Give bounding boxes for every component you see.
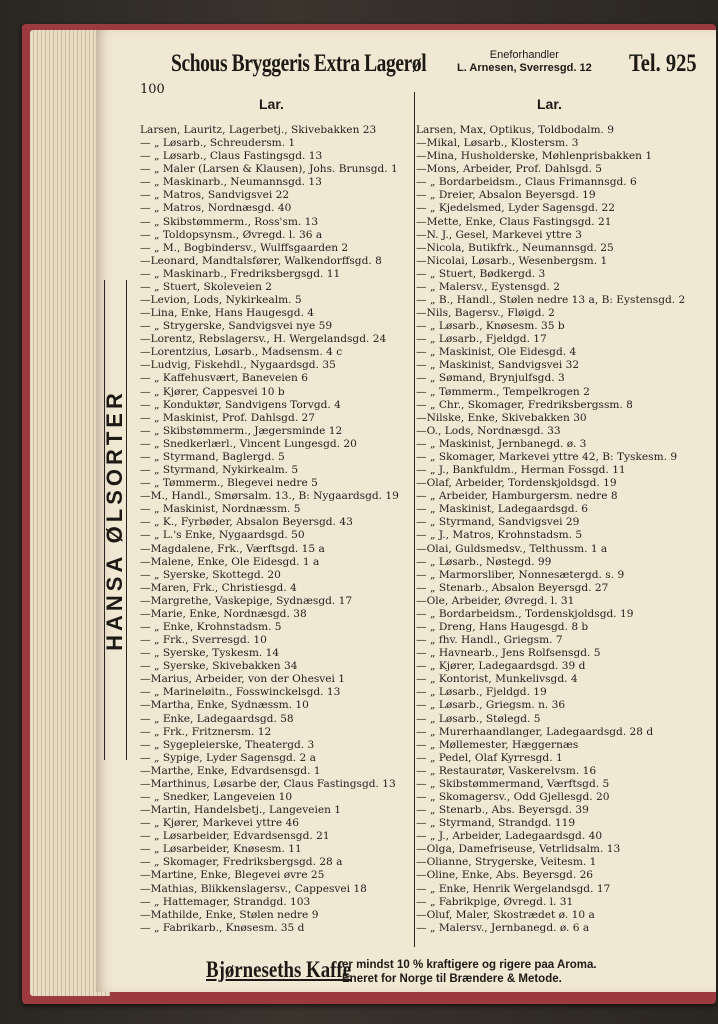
directory-entry: — „ Sypige, Lyder Sagensgd. 2 a: [140, 751, 316, 764]
directory-entry: — „ Tømmerm., Tempelkrogen 2: [416, 385, 590, 398]
directory-entry: — „ Kjører, Cappesvei 10 b: [140, 385, 285, 398]
directory-entry: — „ Maskinist, Prof. Dahlsgd. 27: [140, 411, 315, 424]
directory-entry: — „ Styrmand, Strandgd. 119: [416, 817, 576, 830]
directory-entry: —Lina, Enke, Hans Haugesgd. 4: [140, 307, 314, 320]
directory-entry: — „ J., Arbeider, Ladegaardsgd. 40: [416, 830, 603, 843]
directory-entry: — „ Malersv., Eystensgd. 2: [416, 280, 560, 293]
directory-entry: Larsen, Max, Optikus, Toldbodalm. 9: [416, 124, 615, 136]
directory-entry: — „ Pedel, Olaf Kyrresgd. 1: [416, 751, 563, 764]
sidebar-advert-text: HANSA ØLSORTER: [102, 389, 127, 651]
directory-entry: — „ Syerske, Skivebakken 34: [140, 660, 298, 673]
directory-entry: —M., Handl., Smørsalm. 13., B: Nygaardsgd. 19: [140, 490, 399, 503]
directory-entry: —Nilske, Enke, Skivebakken 30: [416, 411, 587, 424]
directory-entry: — „ M., Bogbindersv., Wulffsgaarden 2: [140, 241, 349, 254]
directory-entry: —Leonard, Mandtalsfører, Walkendorffsgd. 8: [140, 254, 382, 267]
directory-entry: —Marthe, Enke, Edvardsensgd. 1: [140, 764, 321, 777]
directory-entry: — „ Løsarb., Knøsesm. 35 b: [416, 320, 565, 333]
directory-entry: — „ Hattemager, Strandgd. 103: [140, 895, 311, 908]
directory-entry: — „ Stuert, Skoleveien 2: [140, 280, 273, 293]
directory-entry: — „ Bordarbeidsm., Claus Frimannsgd. 6: [416, 176, 637, 189]
directory-entry: —Martha, Enke, Sydnæssm. 10: [140, 699, 309, 712]
directory-entry: — „ Dreng, Hans Haugesgd. 8 b: [416, 620, 589, 633]
directory-entry: — „ Møllemester, Hæggernæs: [416, 738, 579, 751]
directory-entry: — „ Arbeider, Hamburgersm. nedre 8: [416, 490, 618, 503]
directory-entry: —Maren, Frk., Christiesgd. 4: [140, 581, 297, 594]
directory-entry: —Oluf, Maler, Skostrædet ø. 10 a: [416, 908, 595, 921]
directory-entry: — „ Skomager, Markevei yttre 42, B: Tyskesm. 9: [416, 450, 678, 463]
directory-entry: — „ Maskinarb., Fredriksbergsgd. 11: [140, 267, 341, 280]
directory-entry: —Margrethe, Vaskepige, Sydnæsgd. 17: [140, 594, 353, 607]
directory-entry: — „ Maskinist, Ole Eidesgd. 4: [416, 346, 577, 359]
directory-entry: — „ Maskinarb., Neumannsgd. 13: [140, 176, 322, 189]
directory-entry: — „ Skibstømmermand, Værftsgd. 5: [416, 777, 610, 790]
sidebar-advert: [96, 280, 134, 760]
directory-entry: — „ Frk., Fritznersm. 12: [140, 725, 272, 738]
directory-entry: — „ Styrmand, Baglergd. 5: [140, 450, 285, 463]
directory-entry: — „ Marmorsliber, Nonnesætergd. s. 9: [416, 568, 625, 581]
directory-entry: — „ Dreier, Absalon Beyersgd. 19: [416, 189, 596, 202]
header-dealer: [457, 49, 592, 75]
directory-entry: —O., Lods, Nordnæsgd. 33: [416, 424, 561, 437]
directory-entry: —Olaf, Arbeider, Tordenskjoldsgd. 19: [416, 477, 617, 490]
directory-entry: — „ Sygepleierske, Theatergd. 3: [140, 738, 315, 751]
directory-entry: —Nils, Bagersv., Fløigd. 2: [416, 307, 555, 320]
directory-entry: — „ Maskinist, Ladegaardsgd. 6: [416, 503, 588, 516]
directory-entry: — „ B., Handl., Stølen nedre 13 a, B: Eystensgd. 2: [416, 294, 686, 307]
footer-brand: Bjørneseths Kaffe: [206, 957, 352, 982]
directory-entry: —Malene, Enke, Ole Eidesgd. 1 a: [140, 555, 320, 568]
directory-entry: — „ Styrmand, Nykirkealm. 5: [140, 464, 299, 477]
directory-entry: — „ Matros, Sandvigsvei 22: [140, 189, 290, 202]
directory-entry: — „ Konduktør, Sandvigens Torvgd. 4: [140, 398, 341, 411]
directory-entry: —Nicola, Butikfrk., Neumannsgd. 25: [416, 241, 614, 254]
header-dealer-label: Eneforhandler: [489, 49, 559, 61]
directory-entry: — „ Restauratør, Vaskerelvsm. 16: [416, 764, 597, 777]
directory-entry: —Marius, Arbeider, von der Ohesvei 1: [140, 673, 346, 686]
directory-entry: —Mathilde, Enke, Stølen nedre 9: [140, 908, 319, 921]
directory-entry: —Marthinus, Løsarbe der, Claus Fastingsgd. 13: [140, 777, 396, 790]
directory-entry: — „ Kaffehusvært, Baneveien 6: [140, 372, 308, 385]
right-entry-list: [416, 124, 714, 935]
directory-entry: — „ Tømmerm., Blegevei nedre 5: [140, 477, 318, 490]
directory-entry: — „ Kjedelsmed, Lyder Sagensgd. 22: [416, 202, 615, 215]
header-dealer-address: L. Arnesen, Sverresgd. 12: [457, 62, 592, 74]
directory-entry: —Mathias, Blikkenslagersv., Cappesvei 18: [140, 882, 367, 895]
directory-entry: — „ Maskinist, Sandvigsvei 32: [416, 359, 580, 372]
directory-entry: — „ Enke, Krohnstadsm. 5: [140, 620, 282, 633]
directory-entry: —Olga, Damefriseuse, Vetrlidsalm. 13: [416, 843, 621, 856]
directory-entry: — „ Stenarb., Abs. Beyersgd. 39: [416, 804, 589, 817]
directory-entry: —Ole, Arbeider, Øvregd. l. 31: [416, 594, 575, 607]
directory-entry: — „ Matros, Nordnæsgd. 40: [140, 202, 292, 215]
directory-entry: —Lorentz, Rebslagersv., H. Wergelandsgd. 24: [140, 333, 387, 346]
directory-entry: — „ Skomagersv., Odd Gjellesgd. 20: [416, 790, 610, 803]
directory-entry: — „ Malersv., Jernbanegd. ø. 6 a: [416, 921, 590, 934]
directory-entry: — „ Toldopsynsm., Øvregd. l. 36 a: [140, 228, 323, 241]
directory-entry: —Nicolai, Løsarb., Wesenbergsm. 1: [416, 254, 608, 267]
directory-entry: —Lorentzius, Løsarb., Madsensm. 4 c: [140, 346, 343, 359]
directory-entry: — „ Løsarb., Schreudersm. 1: [140, 137, 296, 150]
directory-entry: — „ Skibstømmerm., Jægersminde 12: [140, 424, 343, 437]
directory-entry: — „ K., Fyrbøder, Absalon Beyersgd. 43: [140, 516, 353, 529]
directory-entry: — „ Løsarbeider, Knøsesm. 11: [140, 843, 302, 856]
directory-entry: — „ J., Bankfuldm., Herman Fossgd. 11: [416, 464, 626, 477]
directory-entry: — „ Skibstømmerm., Ross'sm. 13: [140, 215, 319, 228]
directory-entry: — „ Frk., Sverresgd. 10: [140, 634, 267, 647]
directory-entry: — „ Stuert, Bødkergd. 3: [416, 267, 546, 280]
directory-entry: — „ Maskinist, Jernbanegd. ø. 3: [416, 437, 587, 450]
directory-entry: —Olianne, Strygerske, Veitesm. 1: [416, 856, 597, 869]
header-advert-title: Schous Bryggeris Extra Lagerøl: [171, 50, 427, 77]
left-entry-list: [140, 124, 410, 935]
directory-entry: — „ Kjører, Ladegaardsgd. 39 d: [416, 660, 586, 673]
directory-entry: —Mikal, Løsarb., Klostersm. 3: [416, 137, 579, 150]
directory-entry: — „ Murerhaandlanger, Ladegaardsgd. 28 d: [416, 725, 654, 738]
footer-slogan-line-2: Eneret for Norge til Brændere & Metode.: [342, 973, 562, 985]
footer-slogan: [342, 958, 597, 986]
directory-entry: — „ J., Matros, Krohnstadsm. 5: [416, 529, 583, 542]
directory-entry: — „ Styrmand, Sandvigsvei 29: [416, 516, 580, 529]
directory-entry: —Martin, Handelsbetj., Langeveien 1: [140, 804, 342, 817]
directory-entry: — „ Strygerske, Sandvigsvei nye 59: [140, 320, 333, 333]
directory-entry: — „ Løsarbeider, Edvardsensgd. 21: [140, 830, 330, 843]
directory-entry: —Ludvig, Fiskehdl., Nygaardsgd. 35: [140, 359, 336, 372]
directory-entry: — „ Løsarb., Claus Fastingsgd. 13: [140, 150, 323, 163]
directory-entry: —N. J., Gesel, Markevei yttre 3: [416, 228, 582, 241]
directory-entry: — „ Bordarbeidsm., Tordenskjoldsgd. 19: [416, 607, 634, 620]
directory-entry: —Mina, Husholderske, Møhlenprisbakken 1: [416, 150, 653, 163]
left-column-title: Lar.: [259, 96, 284, 112]
directory-entry: — „ Enke, Henrik Wergelandsgd. 17: [416, 882, 611, 895]
directory-entry: —Oline, Enke, Abs. Beyersgd. 26: [416, 869, 594, 882]
directory-entry: — „ Syerske, Tyskesm. 14: [140, 647, 280, 660]
directory-entry: — „ Stenarb., Absalon Beyersgd. 27: [416, 581, 609, 594]
directory-entry: — „ fhv. Handl., Griegsm. 7: [416, 634, 563, 647]
directory-entry: — „ Marineløitn., Fosswinckelsgd. 13: [140, 686, 341, 699]
page-header: [171, 44, 711, 88]
directory-entry: —Martine, Enke, Blegevei øvre 25: [140, 869, 325, 882]
directory-entry: — „ Sømand, Brynjulfsgd. 3: [416, 372, 565, 385]
directory-entry: — „ Snedker, Langeveien 10: [140, 790, 293, 803]
directory-entry: — „ Løsarb., Fjeldgd. 19: [416, 686, 547, 699]
directory-entry: — „ Skomager, Fredriksbergsgd. 28 a: [140, 856, 343, 869]
directory-entry: — „ Løsarb., Fjeldgd. 17: [416, 333, 547, 346]
directory-entry: —Levion, Lods, Nykirkealm. 5: [140, 294, 302, 307]
column-divider: [414, 92, 415, 947]
directory-entry: — „ Kjører, Markevei yttre 46: [140, 817, 299, 830]
directory-entry: —Marie, Enke, Nordnæsgd. 38: [140, 607, 307, 620]
directory-entry: — „ Maler (Larsen & Klausen), Johs. Brunsgd. 1: [140, 163, 398, 176]
directory-entry: — „ Fabrikpige, Øvregd. l. 31: [416, 895, 574, 908]
header-telephone: Tel. 925: [629, 50, 697, 77]
directory-entry: — „ Syerske, Skottegd. 20: [140, 568, 281, 581]
directory-entry: — „ Løsarb., Nøstegd. 99: [416, 555, 552, 568]
directory-entry: — „ Havnearb., Jens Rolfsensgd. 5: [416, 647, 601, 660]
directory-entry: Larsen, Lauritz, Lagerbetj., Skivebakken 23: [140, 124, 377, 136]
directory-entry: —Olai, Guldsmedsv., Telthussm. 1 a: [416, 542, 608, 555]
directory-entry: —Mons, Arbeider, Prof. Dahlsgd. 5: [416, 163, 602, 176]
directory-page: [96, 30, 716, 992]
page-number: 100: [140, 82, 165, 97]
footer-advert: [96, 955, 716, 995]
directory-entry: — „ L.'s Enke, Nygaardsgd. 50: [140, 529, 305, 542]
directory-entry: — „ Kontorist, Munkelivsgd. 4: [416, 673, 578, 686]
footer-slogan-line-1: er mindst 10 % kraftigere og rigere paa Aroma.: [342, 959, 597, 971]
directory-entry: — „ Chr., Skomager, Fredriksbergssm. 8: [416, 398, 633, 411]
directory-entry: — „ Snedkerlærl., Vincent Lungesgd. 20: [140, 437, 357, 450]
right-column-title: Lar.: [537, 96, 562, 112]
directory-entry: — „ Maskinist, Nordnæssm. 5: [140, 503, 301, 516]
directory-entry: — „ Løsarb., Stølegd. 5: [416, 712, 541, 725]
directory-entry: —Mette, Enke, Claus Fastingsgd. 21: [416, 215, 612, 228]
directory-entry: —Magdalene, Frk., Værftsgd. 15 a: [140, 542, 325, 555]
directory-entry: — „ Løsarb., Griegsm. n. 36: [416, 699, 566, 712]
directory-entry: — „ Fabrikarb., Knøsesm. 35 d: [140, 921, 305, 934]
directory-entry: — „ Enke, Ladegaardsgd. 58: [140, 712, 294, 725]
